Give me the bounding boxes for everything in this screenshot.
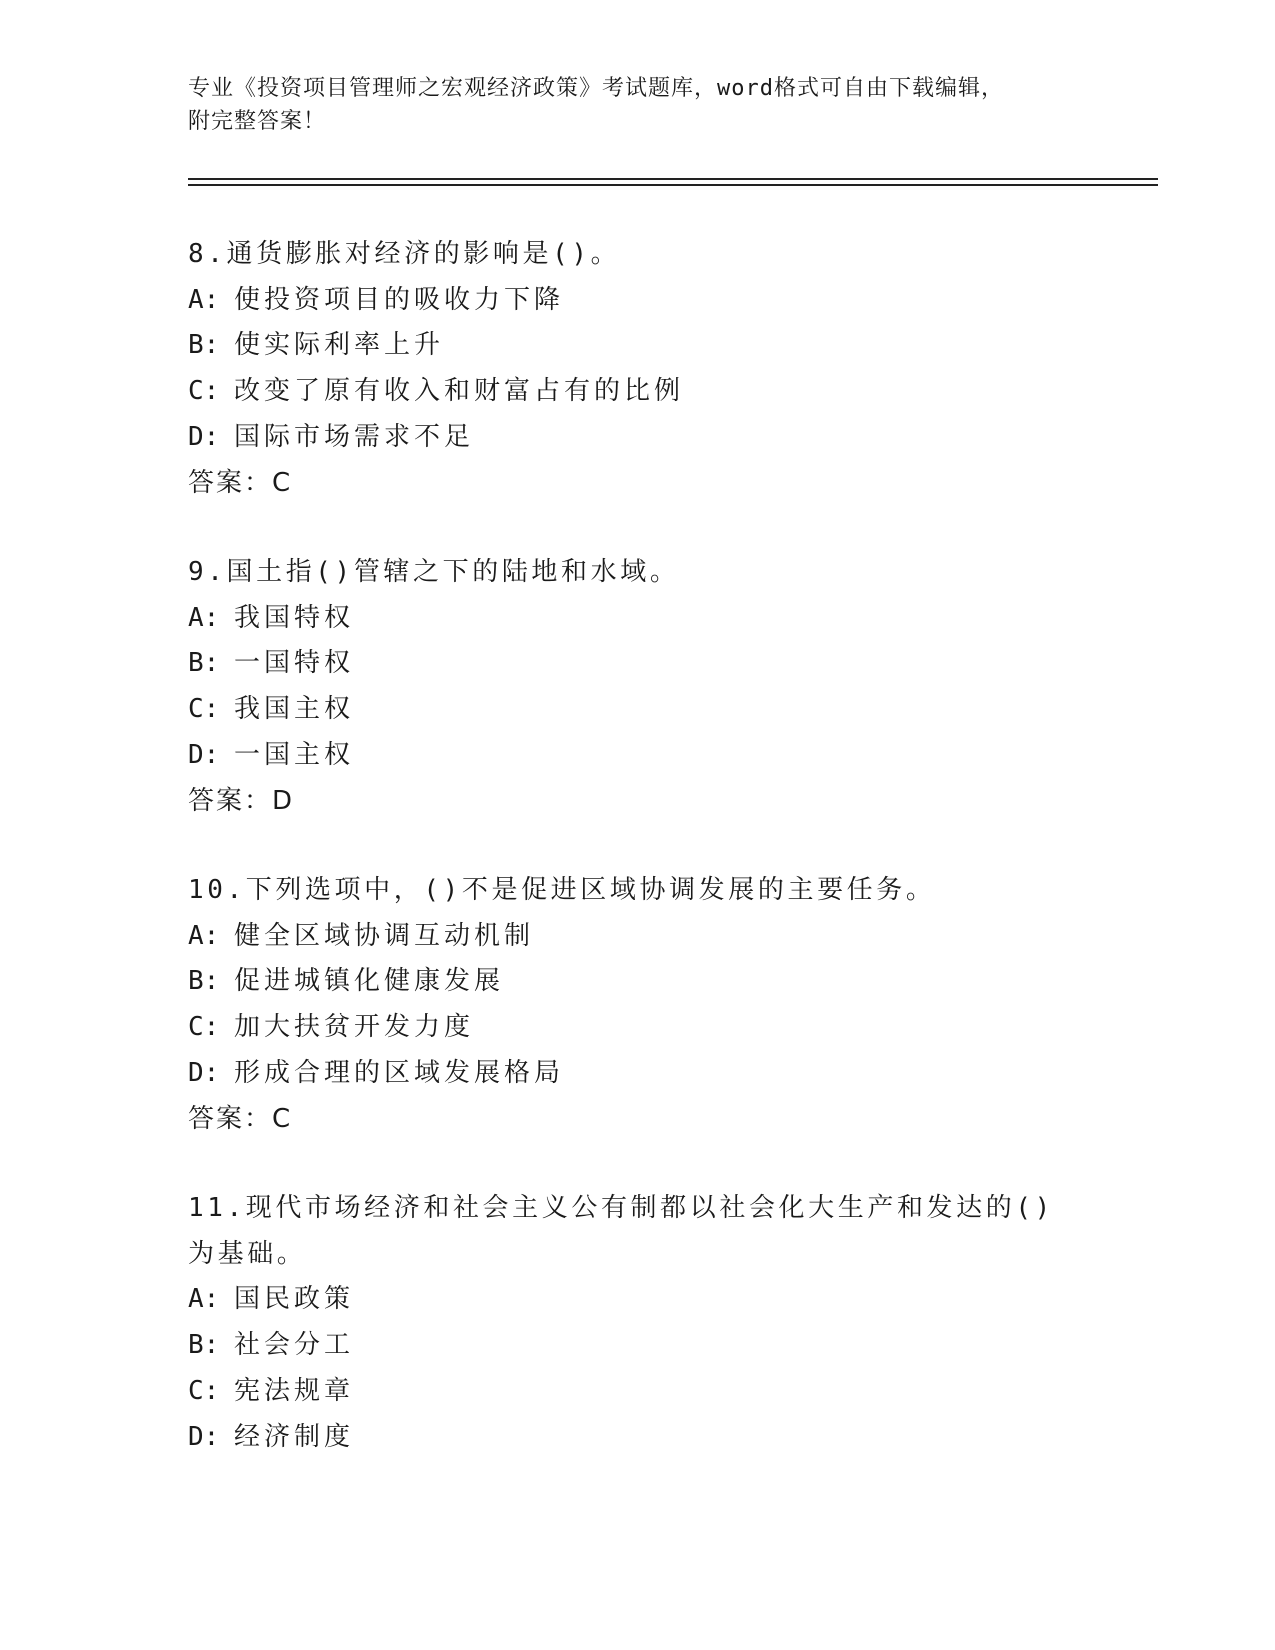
option-text: 健全区域协调互动机制 [234,920,535,951]
option-b [188,959,1088,1005]
option-key: D: [188,1057,220,1088]
question-stem: 9.国土指()管辖之下的陆地和水域。 [188,557,680,587]
document-header [188,72,1088,138]
question-block [188,868,1088,1142]
question-stem: 8.通货膨胀对经济的影响是()。 [188,239,621,269]
option-key: A: [188,284,220,315]
header-line-1: 专业《投资项目管理师之宏观经济政策》考试题库，word格式可自由下载编辑， [188,76,1004,101]
option-key: B: [188,330,220,361]
option-d [188,415,1088,461]
option-key: B: [188,966,220,997]
option-text: 国民政策 [234,1284,355,1315]
option-text: 一国主权 [234,739,355,770]
option-c [188,687,1088,733]
option-d [188,733,1088,779]
option-key: D: [188,739,220,770]
option-key: D: [188,421,220,452]
option-c [188,1005,1088,1051]
option-a [188,914,1088,960]
answer-line: 答案：C [188,467,293,498]
option-text: 加大扶贫开发力度 [234,1012,475,1043]
option-b [188,1323,1058,1369]
option-key: B: [188,1330,220,1361]
option-a [188,278,1088,324]
option-d [188,1051,1088,1097]
header-line-2: 附完整答案！ [188,109,327,134]
option-key: A: [188,920,220,951]
question-stem: 11.现代市场经济和社会主义公有制都以社会化大生产和发达的()为基础。 [188,1193,1054,1269]
option-text: 社会分工 [234,1330,355,1361]
option-key: A: [188,1284,220,1315]
option-key: C: [188,1375,220,1406]
option-text: 我国主权 [234,694,355,725]
option-key: C: [188,694,220,725]
option-key: C: [188,1012,220,1043]
option-key: D: [188,1421,220,1452]
option-d [188,1415,1058,1461]
header-divider-top [188,178,1158,180]
option-text: 我国特权 [234,602,355,633]
option-c [188,1369,1058,1415]
option-b [188,323,1088,369]
option-text: 改变了原有收入和财富占有的比例 [234,376,685,407]
option-a [188,1277,1058,1323]
option-key: B: [188,648,220,679]
question-block [188,550,1088,824]
option-text: 形成合理的区域发展格局 [234,1057,565,1088]
option-text: 经济制度 [234,1421,355,1452]
header-divider-bottom [188,184,1158,186]
option-key: C: [188,376,220,407]
option-text: 一国特权 [234,648,355,679]
option-b [188,641,1088,687]
option-key: A: [188,602,220,633]
question-block [188,1186,1058,1460]
option-a [188,596,1088,642]
answer-line: 答案：D [188,785,295,816]
option-text: 促进城镇化健康发展 [234,966,505,997]
question-block [188,232,1088,506]
option-text: 使实际利率上升 [234,330,445,361]
option-text: 宪法规章 [234,1375,355,1406]
option-text: 国际市场需求不足 [234,421,475,452]
question-stem: 10.下列选项中，()不是促进区域协调发展的主要任务。 [188,875,936,905]
option-text: 使投资项目的吸收力下降 [234,284,565,315]
option-c [188,369,1088,415]
answer-line: 答案：C [188,1103,293,1134]
